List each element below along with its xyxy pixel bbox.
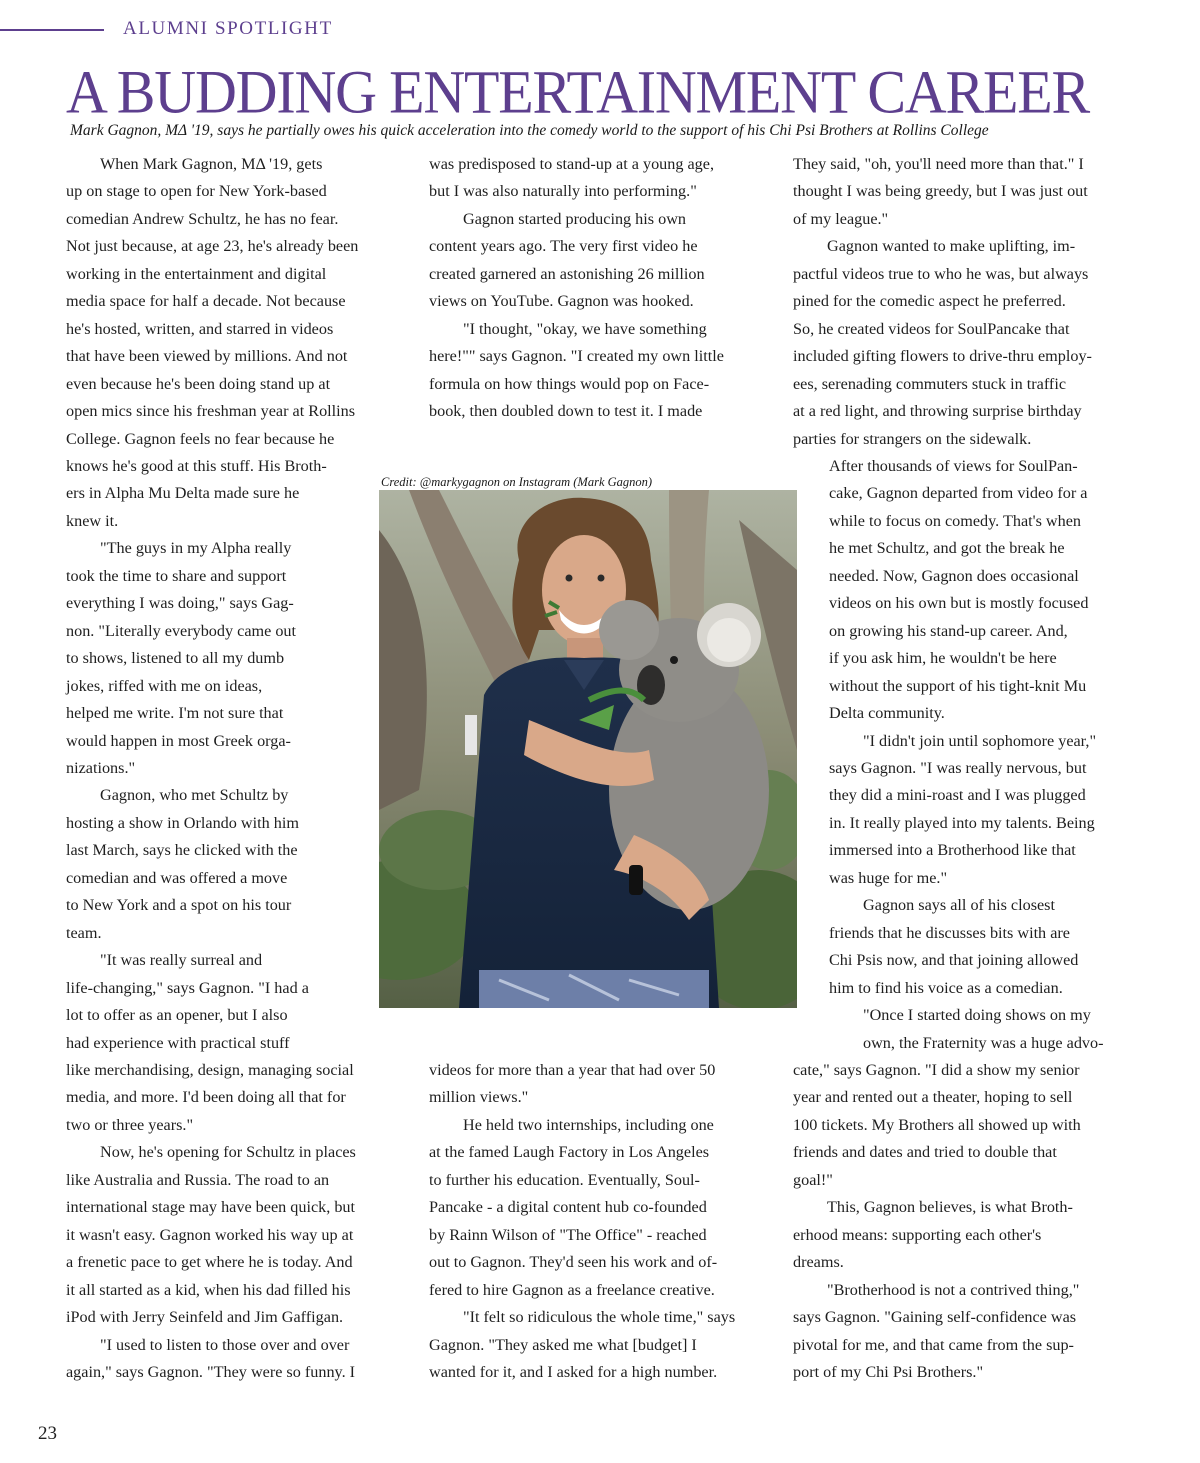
- text-line: views on YouTube. Gagnon was hooked.: [429, 292, 694, 311]
- text-line: took the time to share and support: [66, 566, 287, 585]
- column-3-bottom: [793, 1057, 1143, 1386]
- column-3-top: [793, 151, 1143, 453]
- section-label: ALUMNI SPOTLIGHT: [123, 18, 333, 39]
- text-line: without the support of his tight-knit Mu: [829, 676, 1087, 695]
- photo-credit: Credit: @markygagnon on Instagram (Mark Gagnon): [381, 475, 653, 489]
- text-line: erhood means: supporting each other's: [793, 1225, 1042, 1244]
- text-line: dreams.: [793, 1253, 844, 1272]
- text-line: "It was really surreal and: [100, 951, 263, 970]
- text-line: last March, says he clicked with the: [66, 841, 298, 860]
- text-line: non. "Literally everybody came out: [66, 621, 297, 640]
- text-line: like merchandising, design, managing social: [66, 1061, 354, 1079]
- text-line: iPod with Jerry Seinfeld and Jim Gaffigan.: [66, 1308, 344, 1327]
- text-line: working in the entertainment and digital: [66, 264, 327, 283]
- text-line: here!"" says Gagnon. "I created my own little: [429, 347, 724, 366]
- text-line: cake, Gagnon departed from video for a: [829, 484, 1088, 503]
- text-line: They said, "oh, you'll need more than that." I: [793, 155, 1084, 173]
- text-line: friends that he discusses bits with are: [829, 923, 1070, 942]
- text-line: Delta community.: [829, 704, 945, 723]
- column-2-top: [429, 151, 774, 426]
- column-2-bottom: [429, 1057, 774, 1386]
- page-number: 23: [38, 1423, 57, 1444]
- text-line: "I used to listen to those over and over: [100, 1335, 350, 1354]
- text-line: again," says Gagnon. "They were so funny. I: [66, 1362, 356, 1381]
- text-line: cate," says Gagnon. "I did a show my senior: [793, 1061, 1080, 1079]
- text-line: jokes, riffed with me on ideas,: [66, 676, 263, 695]
- header-rule: [0, 29, 104, 31]
- text-line: him to find his voice as a comedian.: [829, 978, 1063, 997]
- text-line: When Mark Gagnon, MΔ '19, gets: [100, 155, 323, 173]
- text-line: while to focus on comedy. That's when: [829, 511, 1081, 530]
- text-line: Chi Psis now, and that joining allowed: [829, 951, 1079, 970]
- text-line: was huge for me.": [829, 868, 948, 887]
- text-line: was predisposed to stand-up at a young age,: [429, 155, 715, 173]
- text-line: it wasn't easy. Gagnon worked his way up at: [66, 1225, 354, 1244]
- text-line: fered to hire Gagnon as a freelance creative.: [429, 1280, 715, 1299]
- text-line: says Gagnon. "Gaining self-confidence was: [793, 1308, 1077, 1327]
- text-line: hosting a show in Orlando with him: [66, 813, 299, 832]
- text-line: knows he's good at this stuff. His Broth-: [66, 457, 327, 475]
- column-1-top: [66, 151, 411, 453]
- text-line: pactful videos true to who he was, but always: [793, 264, 1089, 283]
- text-line: had experience with practical stuff: [66, 1033, 290, 1052]
- text-line: Not just because, at age 23, he's already been: [66, 237, 359, 256]
- text-line: He held two internships, including one: [463, 1115, 714, 1134]
- text-line: up on stage to open for New York-based: [66, 182, 327, 201]
- text-line: thought I was being greedy, but I was just out: [793, 182, 1088, 201]
- text-line: comedian and was offered a move: [66, 868, 288, 887]
- text-line: helped me write. I'm not sure that: [66, 704, 284, 723]
- text-line: out to Gagnon. They'd seen his work and of-: [429, 1253, 718, 1272]
- text-line: goal!": [793, 1170, 833, 1189]
- text-line: Pancake - a digital content hub co-founded: [429, 1198, 707, 1217]
- text-line: So, he created videos for SoulPancake that: [793, 319, 1070, 338]
- text-line: but I was also naturally into performing.": [429, 182, 697, 201]
- text-line: Gagnon started producing his own: [463, 209, 686, 228]
- text-line: After thousands of views for SoulPan-: [829, 457, 1078, 475]
- text-line: ers in Alpha Mu Delta made sure he: [66, 484, 300, 503]
- column-1-wrap: [66, 453, 376, 1057]
- text-line: they did a mini-roast and I was plugged: [829, 786, 1086, 805]
- text-line: says Gagnon. "I was really nervous, but: [829, 758, 1087, 777]
- text-line: everything I was doing," says Gag-: [66, 594, 294, 613]
- text-line: Gagnon, who met Schultz by: [100, 786, 289, 805]
- text-line: even because he's been doing stand up at: [66, 374, 331, 393]
- text-line: book, then doubled down to test it. I made: [429, 402, 703, 421]
- text-line: in. It really played into my talents. Being: [829, 813, 1095, 832]
- text-line: if you ask him, he wouldn't be here: [829, 649, 1057, 668]
- text-line: he met Schultz, and got the break he: [829, 539, 1065, 558]
- text-line: wanted for it, and I asked for a high number.: [429, 1362, 718, 1381]
- text-line: million views.": [429, 1088, 529, 1107]
- text-line: a frenetic pace to get where he is today. And: [66, 1253, 353, 1272]
- text-line: it all started as a kid, when his dad filled his: [66, 1280, 351, 1299]
- text-line: 100 tickets. My Brothers all showed up with: [793, 1115, 1081, 1134]
- text-line: "I didn't join until sophomore year,": [863, 731, 1097, 750]
- text-line: he's hosted, written, and starred in videos: [66, 319, 334, 338]
- text-line: ees, serenading commuters stuck in traffic: [793, 374, 1066, 393]
- text-line: formula on how things would pop on Face-: [429, 374, 710, 393]
- column-1-bottom: [66, 1057, 411, 1386]
- text-line: open mics since his freshman year at Rollins: [66, 402, 356, 421]
- koala-photo: [379, 490, 797, 1008]
- text-line: "It felt so ridiculous the whole time," says: [463, 1308, 736, 1327]
- text-line: on growing his stand-up career. And,: [829, 621, 1068, 640]
- text-line: that have been viewed by millions. And not: [66, 347, 348, 366]
- text-line: Gagnon wanted to make uplifting, im-: [827, 237, 1076, 256]
- text-line: This, Gagnon believes, is what Broth-: [827, 1198, 1073, 1217]
- text-line: Gagnon says all of his closest: [863, 896, 1055, 915]
- text-line: knew it.: [66, 511, 119, 530]
- text-line: lot to offer as an opener, but I also: [66, 1006, 288, 1025]
- text-line: parties for strangers on the sidewalk.: [793, 429, 1032, 448]
- text-line: immersed into a Brotherhood like that: [829, 841, 1076, 860]
- text-line: included gifting flowers to drive-thru employ-: [793, 347, 1092, 366]
- text-line: friends and dates and tried to double that: [793, 1143, 1057, 1162]
- text-line: at the famed Laugh Factory in Los Angeles: [429, 1143, 710, 1162]
- text-line: Gagnon. "They asked me what [budget] I: [429, 1335, 697, 1354]
- text-line: needed. Now, Gagnon does occasional: [829, 566, 1079, 585]
- text-line: of my league.": [793, 209, 889, 228]
- text-line: own, the Fraternity was a huge advo-: [863, 1033, 1104, 1052]
- column-3-wrap: [829, 453, 1145, 1057]
- text-line: at a red light, and throwing surprise birthday: [793, 402, 1082, 421]
- text-line: pivotal for me, and that came from the sup-: [793, 1335, 1074, 1354]
- text-line: pined for the comedic aspect he preferred.: [793, 292, 1066, 311]
- text-line: videos for more than a year that had over 50: [429, 1061, 716, 1079]
- text-line: media space for half a decade. Not because: [66, 292, 346, 311]
- text-line: "The guys in my Alpha really: [100, 539, 292, 558]
- text-line: to further his education. Eventually, Soul-: [429, 1170, 700, 1189]
- article-title: A BUDDING ENTERTAINMENT CAREER: [66, 58, 1089, 127]
- text-line: to shows, listened to all my dumb: [66, 649, 285, 668]
- text-line: "Once I started doing shows on my: [863, 1006, 1091, 1025]
- text-line: by Rainn Wilson of "The Office" - reached: [429, 1225, 707, 1244]
- text-line: "I thought, "okay, we have something: [463, 319, 707, 338]
- text-line: media, and more. I'd been doing all that for: [66, 1088, 346, 1107]
- text-line: like Australia and Russia. The road to an: [66, 1170, 330, 1189]
- text-line: port of my Chi Psi Brothers.": [793, 1362, 984, 1381]
- text-line: to New York and a spot on his tour: [66, 896, 292, 915]
- text-line: videos on his own but is mostly focused: [829, 594, 1089, 613]
- text-line: would happen in most Greek orga-: [66, 731, 291, 750]
- text-line: Now, he's opening for Schultz in places: [100, 1143, 356, 1162]
- text-line: life-changing," says Gagnon. "I had a: [66, 978, 309, 997]
- text-line: international stage may have been quick, but: [66, 1198, 356, 1217]
- text-line: content years ago. The very first video he: [429, 237, 698, 256]
- text-line: comedian Andrew Schultz, he has no fear.: [66, 209, 339, 228]
- text-line: nizations.": [66, 758, 136, 777]
- text-line: two or three years.": [66, 1115, 194, 1134]
- text-line: team.: [66, 923, 102, 942]
- text-line: College. Gagnon feels no fear because he: [66, 429, 335, 448]
- text-line: "Brotherhood is not a contrived thing,": [827, 1280, 1080, 1299]
- text-line: year and rented out a theater, hoping to sell: [793, 1088, 1073, 1107]
- article-subtitle: Mark Gagnon, MΔ '19, says he partially owes his quick acceleration into the comedy world to the support of his Chi Psi Brothers at Rollins College: [70, 122, 989, 139]
- text-line: created garnered an astonishing 26 million: [429, 264, 705, 283]
